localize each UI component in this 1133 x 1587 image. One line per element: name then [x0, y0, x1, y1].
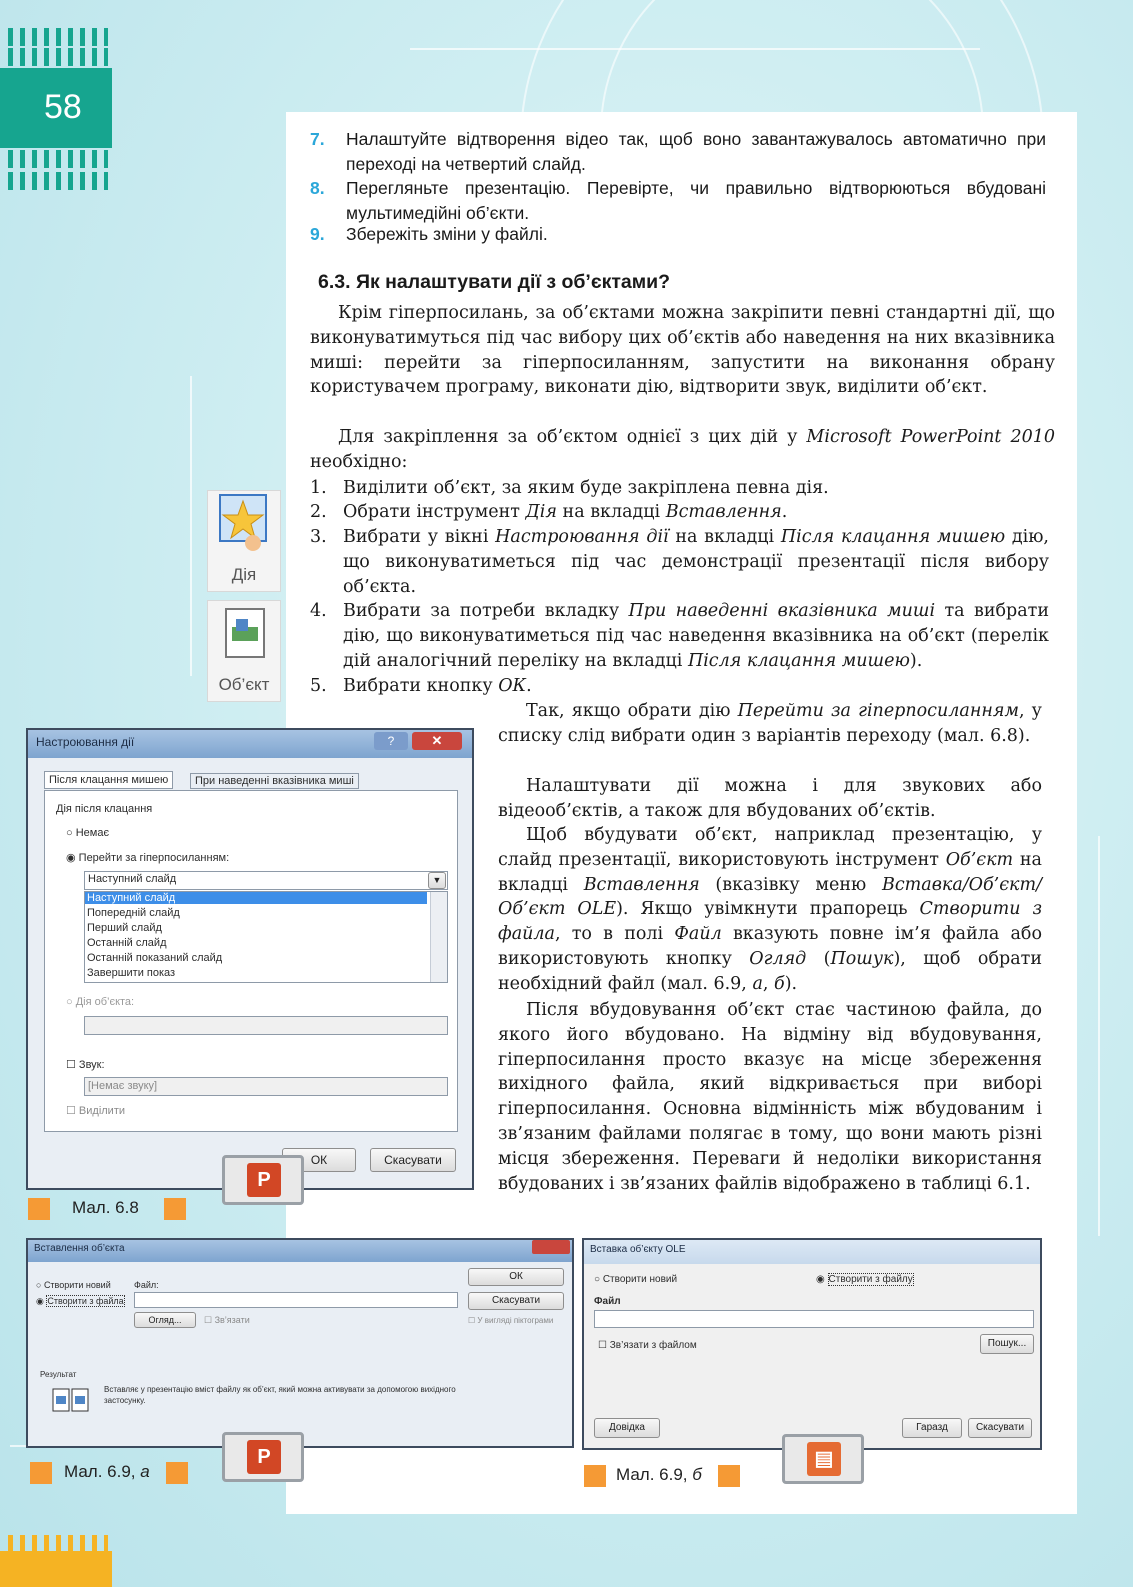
checkbox-link[interactable]: ☐ Зв’язати — [204, 1315, 250, 1325]
section-heading: 6.3. Як налаштувати дії з об’єктами? — [318, 271, 671, 293]
tab-after-click[interactable]: Після клацання мишею — [44, 771, 173, 789]
powerpoint-badge — [222, 1432, 304, 1482]
list-item-4: 4. Вибрати за потреби вкладку При наведенні вказівника миші та вибрати дію, що виконуватиметься під час наведення вказівника на об’єкт (перелік дій аналогічний переліку на вкладці Після клацання мишею). — [310, 601, 1049, 671]
list-item-2: 2. Обрати інструмент Дія на вкладці Вставлення. — [310, 502, 788, 522]
document-icon — [208, 601, 280, 671]
list-option[interactable]: Наступний слайд — [85, 892, 427, 904]
cancel-button[interactable]: Скасувати — [968, 1418, 1032, 1438]
paragraph-2: Для закріплення за об’єктом однієї з цих дій у Microsoft PowerPoint 2010 необхідно: — [310, 427, 1056, 472]
radio-none[interactable]: ○ Немає — [66, 827, 110, 839]
ok-button[interactable]: ОК — [468, 1268, 564, 1286]
file-label: Файл — [594, 1296, 621, 1307]
step-9: 9. Збережіть зміни у файлі. — [310, 224, 548, 244]
caption-marker — [28, 1198, 50, 1220]
bg-line — [410, 48, 980, 50]
impress-badge — [782, 1434, 864, 1484]
radio-object-action[interactable]: ○ Дія об’єкта: — [66, 996, 135, 1008]
file-input[interactable] — [594, 1310, 1034, 1328]
right-paragraph-1: Так, якщо обрати дію Перейти за гіперпосиланням, у списку слід вибрати один з варіантів переходу (мал. 6.8). — [498, 701, 1042, 746]
figure-caption-6-8: Мал. 6.8 — [72, 1198, 139, 1217]
object-tool-icon — [207, 600, 281, 702]
caption-marker — [164, 1198, 186, 1220]
object-tool-label: Об’єкт — [218, 675, 270, 694]
page-number: 58 — [44, 88, 82, 126]
radio-create-from-file[interactable]: ◉ Створити з файлу — [816, 1274, 913, 1285]
radio-create-new[interactable]: ○ Створити новий — [36, 1280, 111, 1290]
step-7: 7. Налаштуйте відтворення відео так, щоб воно завантажувалось автоматично при переході на четвертий слайд. — [310, 129, 1046, 174]
figure-caption-6-9b: Мал. 6.9, б — [616, 1465, 702, 1484]
sound-value: [Немає звуку] — [88, 1080, 158, 1092]
radio-hyperlink[interactable]: ◉ Перейти за гіперпосиланням: — [66, 852, 230, 864]
list-scrollbar[interactable] — [430, 892, 447, 982]
step-8: 8. Перегляньте презентацію. Перевірте, чи правильно відтворюються вбудовані мультимедійні об’єкти. — [310, 178, 1046, 223]
right-paragraph-3: Щоб вбудувати об’єкт, наприклад презентацію, у слайд презентації, використовують інструмент Об’єкт на вкладці Вставлення (вказівку меню Вставка/Об’єкт/Об’єкт OLE). Якщо увімкнути прапорець Створити з файла, то в полі Файл вказують повне ім’я файла або використовують кнопку Огляд (Пошук), щоб обрати необхідний файл (мал. 6.9, а, б). — [498, 825, 1043, 994]
presentation-icon: ▤ — [807, 1442, 841, 1476]
radio-create-from-file[interactable]: ◉ Створити з файла — [36, 1296, 124, 1306]
powerpoint-icon: P — [247, 1440, 281, 1474]
bg-line — [190, 376, 192, 676]
list-option[interactable]: Останній слайд — [87, 937, 167, 949]
cancel-button[interactable]: Скасувати — [468, 1292, 564, 1310]
list-option[interactable]: Останній показаний слайд — [87, 952, 223, 964]
object-result-icon — [52, 1388, 90, 1414]
paragraph-1: Крім гіперпосилань, за об’єктами можна закріпити певні стандартні дії, що виконуватимуться під час вибору цих об’єктів або наведення на них вказівника миші: перейти за гіперпосиланням, запустити на виконання обрану користувачем програму, виконати дію, відтворити звук, виділити об’єкт. — [310, 303, 1055, 398]
file-label: Файл: — [134, 1280, 159, 1290]
ok-button[interactable]: ОК — [282, 1148, 356, 1172]
powerpoint-icon: P — [247, 1163, 281, 1197]
checkbox-highlight[interactable]: ☐ Виділити — [66, 1105, 126, 1117]
browse-button[interactable]: Огляд... — [134, 1312, 196, 1328]
list-option[interactable]: Перший слайд — [87, 922, 162, 934]
result-label: Результат — [40, 1370, 77, 1379]
caption-marker — [30, 1462, 52, 1484]
dialog-title: Вставка об’єкту OLE — [584, 1240, 1040, 1264]
action-tool-icon — [207, 490, 281, 592]
footer-chip — [0, 1535, 112, 1587]
object-action-select[interactable] — [84, 1016, 448, 1035]
list-item-1: 1. Виділити об’єкт, за яким буде закріплена певна дія. — [310, 478, 829, 498]
close-button[interactable] — [532, 1240, 570, 1254]
bg-line — [1098, 836, 1100, 1236]
checkbox-sound[interactable]: ☐ Звук: — [66, 1059, 105, 1071]
ok-button[interactable]: Гаразд — [902, 1418, 962, 1438]
list-item-5: 5. Вибрати кнопку ОК. — [310, 676, 532, 696]
close-button[interactable]: ✕ — [412, 732, 462, 750]
caption-marker — [166, 1462, 188, 1484]
powerpoint-badge — [222, 1155, 304, 1205]
right-paragraph-2: Налаштувати дії можна і для звукових або відеооб’єктів, а також для вбудованих об’єктів. — [498, 776, 1042, 821]
checkbox-link-file[interactable]: ☐ Зв’язати з файлом — [598, 1340, 697, 1351]
figure-caption-6-9a: Мал. 6.9, а — [64, 1462, 150, 1481]
help-button[interactable]: Довідка — [594, 1418, 660, 1438]
action-tool-label: Дія — [231, 565, 257, 584]
group-label: Дія після клацання — [56, 803, 153, 815]
cancel-button[interactable]: Скасувати — [370, 1148, 456, 1172]
caption-marker — [584, 1465, 606, 1487]
hyperlink-selected-value: Наступний слайд — [88, 873, 177, 885]
checkbox-as-icon[interactable]: ☐ У вигляді піктограми — [468, 1316, 554, 1325]
search-button[interactable]: Пошук... — [980, 1334, 1034, 1354]
file-input[interactable] — [134, 1292, 458, 1308]
radio-create-new[interactable]: ○ Створити новий — [594, 1274, 678, 1285]
caption-marker — [718, 1465, 740, 1487]
help-button[interactable]: ? — [374, 732, 408, 750]
result-text: Вставляє у презентацію вміст файлу як об’єкт, який можна активувати за допомогою вихідного застосунку. — [104, 1385, 456, 1405]
tab-mouse-over[interactable]: При наведенні вказівника миші — [190, 773, 359, 789]
list-option[interactable]: Попередній слайд — [87, 907, 180, 919]
star-icon — [208, 491, 280, 561]
list-option[interactable]: Завершити показ — [87, 967, 176, 979]
dialog-title: Настроювання дії — [28, 730, 472, 758]
right-paragraph-4: Після вбудовування об’єкт стає частиною файла, до якого його вбудовано. На відміну від вбудовування, гіперпосилання просто вказує на місце збереження вихідного файла, який відкривається при виборі гіперпосилання. Основна відмінність між вбудованим і зв’язаним файлами полягає в тому, що вони мають різні місця збереження. Переваги й недоліки використання вбудованих і зв’язаних файлів відображено в таблиці 6.1. — [498, 1000, 1042, 1194]
dialog-title: Вставлення об’єкта — [28, 1240, 572, 1262]
list-item-3: 3. Вибрати у вікні Настроювання дії на вкладці Після клацання мишею дію, що виконуватиметься під час демонстрації презентації після вибору об’єкта. — [310, 527, 1049, 597]
chevron-down-icon[interactable]: ▼ — [428, 872, 446, 889]
